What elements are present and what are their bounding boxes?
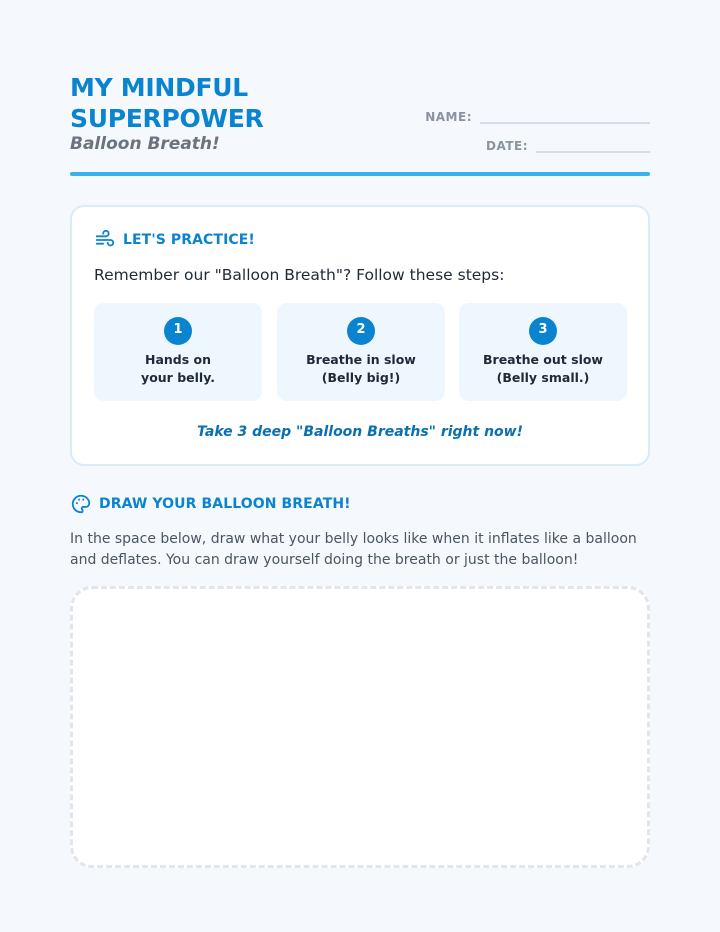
drawing-area[interactable] [70, 586, 650, 868]
date-field[interactable] [486, 139, 650, 153]
name-label: NAME: [425, 110, 472, 124]
practice-heading-label: LET'S PRACTICE! [123, 232, 255, 248]
step-card-2 [277, 303, 445, 401]
practice-heading [94, 229, 255, 251]
page-title [70, 72, 330, 134]
step-number-badge: 3 [529, 317, 557, 345]
step-number-badge: 1 [164, 317, 192, 345]
practice-intro: Remember our "Balloon Breath"? Follow these steps: [94, 266, 505, 284]
title-line-2: SUPERPOWER [70, 104, 264, 133]
practice-tip: Take 3 deep "Balloon Breaths" right now! [197, 424, 523, 440]
name-field[interactable] [425, 110, 650, 124]
name-line[interactable] [480, 110, 650, 124]
step-text: Hands on your belly. [141, 352, 215, 385]
step-card-3 [459, 303, 627, 401]
draw-description: In the space below, draw what your belly looks like when it inflates like a balloon and deflates. You can draw yourself doing the breath or just the balloon! [70, 531, 637, 568]
draw-heading-label: DRAW YOUR BALLOON BREATH! [99, 496, 351, 512]
step-text: Breathe in slow (Belly big!) [306, 352, 416, 385]
step-text: Breathe out slow (Belly small.) [483, 352, 603, 385]
step-card-1 [94, 303, 262, 401]
title-line-1: MY MINDFUL [70, 73, 248, 102]
date-line[interactable] [536, 139, 650, 153]
page-subtitle: Balloon Breath! [70, 134, 220, 154]
draw-heading [70, 493, 351, 515]
worksheet-header [70, 70, 650, 176]
wind-icon [94, 229, 116, 251]
steps-row [94, 303, 627, 401]
step-number-badge: 2 [347, 317, 375, 345]
header-divider [70, 172, 650, 176]
date-label: DATE: [486, 139, 528, 153]
practice-card [70, 205, 650, 466]
palette-icon [70, 493, 92, 515]
